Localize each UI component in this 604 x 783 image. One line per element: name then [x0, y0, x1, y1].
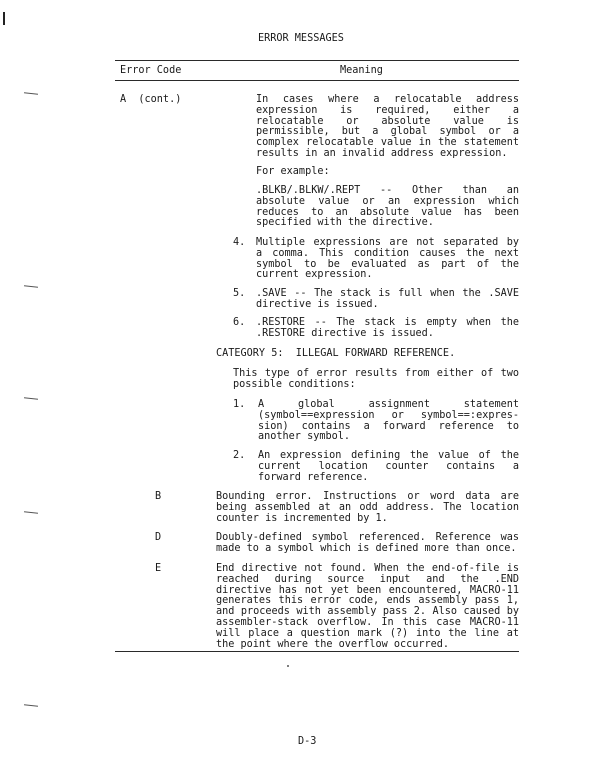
meaning-paragraph: In cases where a relocatable address expression is required, either a relocatable or absolute value is permissible, but a global symbol or a complex relocatable value in the statement results in an invalid address expression.	[256, 94, 519, 159]
bottom-rule	[115, 651, 519, 652]
error-code-a: A (cont.)	[120, 94, 182, 105]
list-item-text: .RESTORE -- The stack is empty when the .RESTORE directive is issued.	[256, 317, 519, 339]
scan-mark	[24, 704, 38, 706]
scan-mark	[24, 285, 38, 287]
list-number: 6.	[233, 317, 246, 328]
scan-mark	[24, 92, 38, 94]
header-rule	[115, 80, 519, 81]
scan-mark	[24, 397, 38, 399]
page-number: D-3	[298, 736, 317, 747]
scan-mark	[24, 511, 38, 513]
list-item-text: .SAVE -- The stack is full when the .SAVE directive is issued.	[256, 288, 519, 310]
error-code-b: B	[155, 491, 162, 502]
list-number: 4.	[233, 237, 246, 248]
list-number: 1.	[233, 399, 246, 410]
column-header-error-code: Error Code	[120, 65, 182, 76]
list-item-text: An expression defining the value of the current location counter contains a forward reference.	[258, 450, 519, 483]
example-label: For example:	[256, 166, 330, 177]
scan-speck	[287, 665, 289, 667]
column-header-meaning: Meaning	[340, 65, 383, 76]
list-number: 2.	[233, 450, 246, 461]
binding-mark	[3, 12, 5, 25]
error-meaning-d: Doubly-defined symbol referenced. Reference was made to a symbol which is defined more than once.	[216, 532, 519, 554]
list-number: 5.	[233, 288, 246, 299]
example-text: .BLKB/.BLKW/.REPT -- Other than an absolute value or an expression which reduces to an absolute value has been specified with the directive.	[256, 185, 519, 229]
page-title: ERROR MESSAGES	[258, 33, 344, 44]
category-heading: CATEGORY 5: ILLEGAL FORWARD REFERENCE.	[216, 348, 456, 359]
list-item-text: A global assignment statement (symbol==expression or symbol==:expres-sion) contains a forward reference to another symbol.	[258, 399, 519, 443]
top-rule	[115, 60, 519, 61]
error-meaning-b: Bounding error. Instructions or word data are being assembled at an odd address. The location counter is incremented by 1.	[216, 491, 519, 524]
error-meaning-e: End directive not found. When the end-of-file is reached during source input and the .END directive has not yet been encountered, MACRO-11 generates this error code, ends assembly pass 1, and proceeds with assembly pass 2. Also caused by assembler-stack overflow. In this case MACRO-11 will place a question mark (?) into the line at the point where the overflow occurred.	[216, 563, 519, 650]
error-code-d: D	[155, 532, 162, 543]
list-item-text: Multiple expressions are not separated by a comma. This condition causes the next symbol to be evaluated as part of the current expression.	[256, 237, 519, 281]
error-code-e: E	[155, 563, 162, 574]
category-intro: This type of error results from either of two possible conditions:	[233, 368, 519, 390]
